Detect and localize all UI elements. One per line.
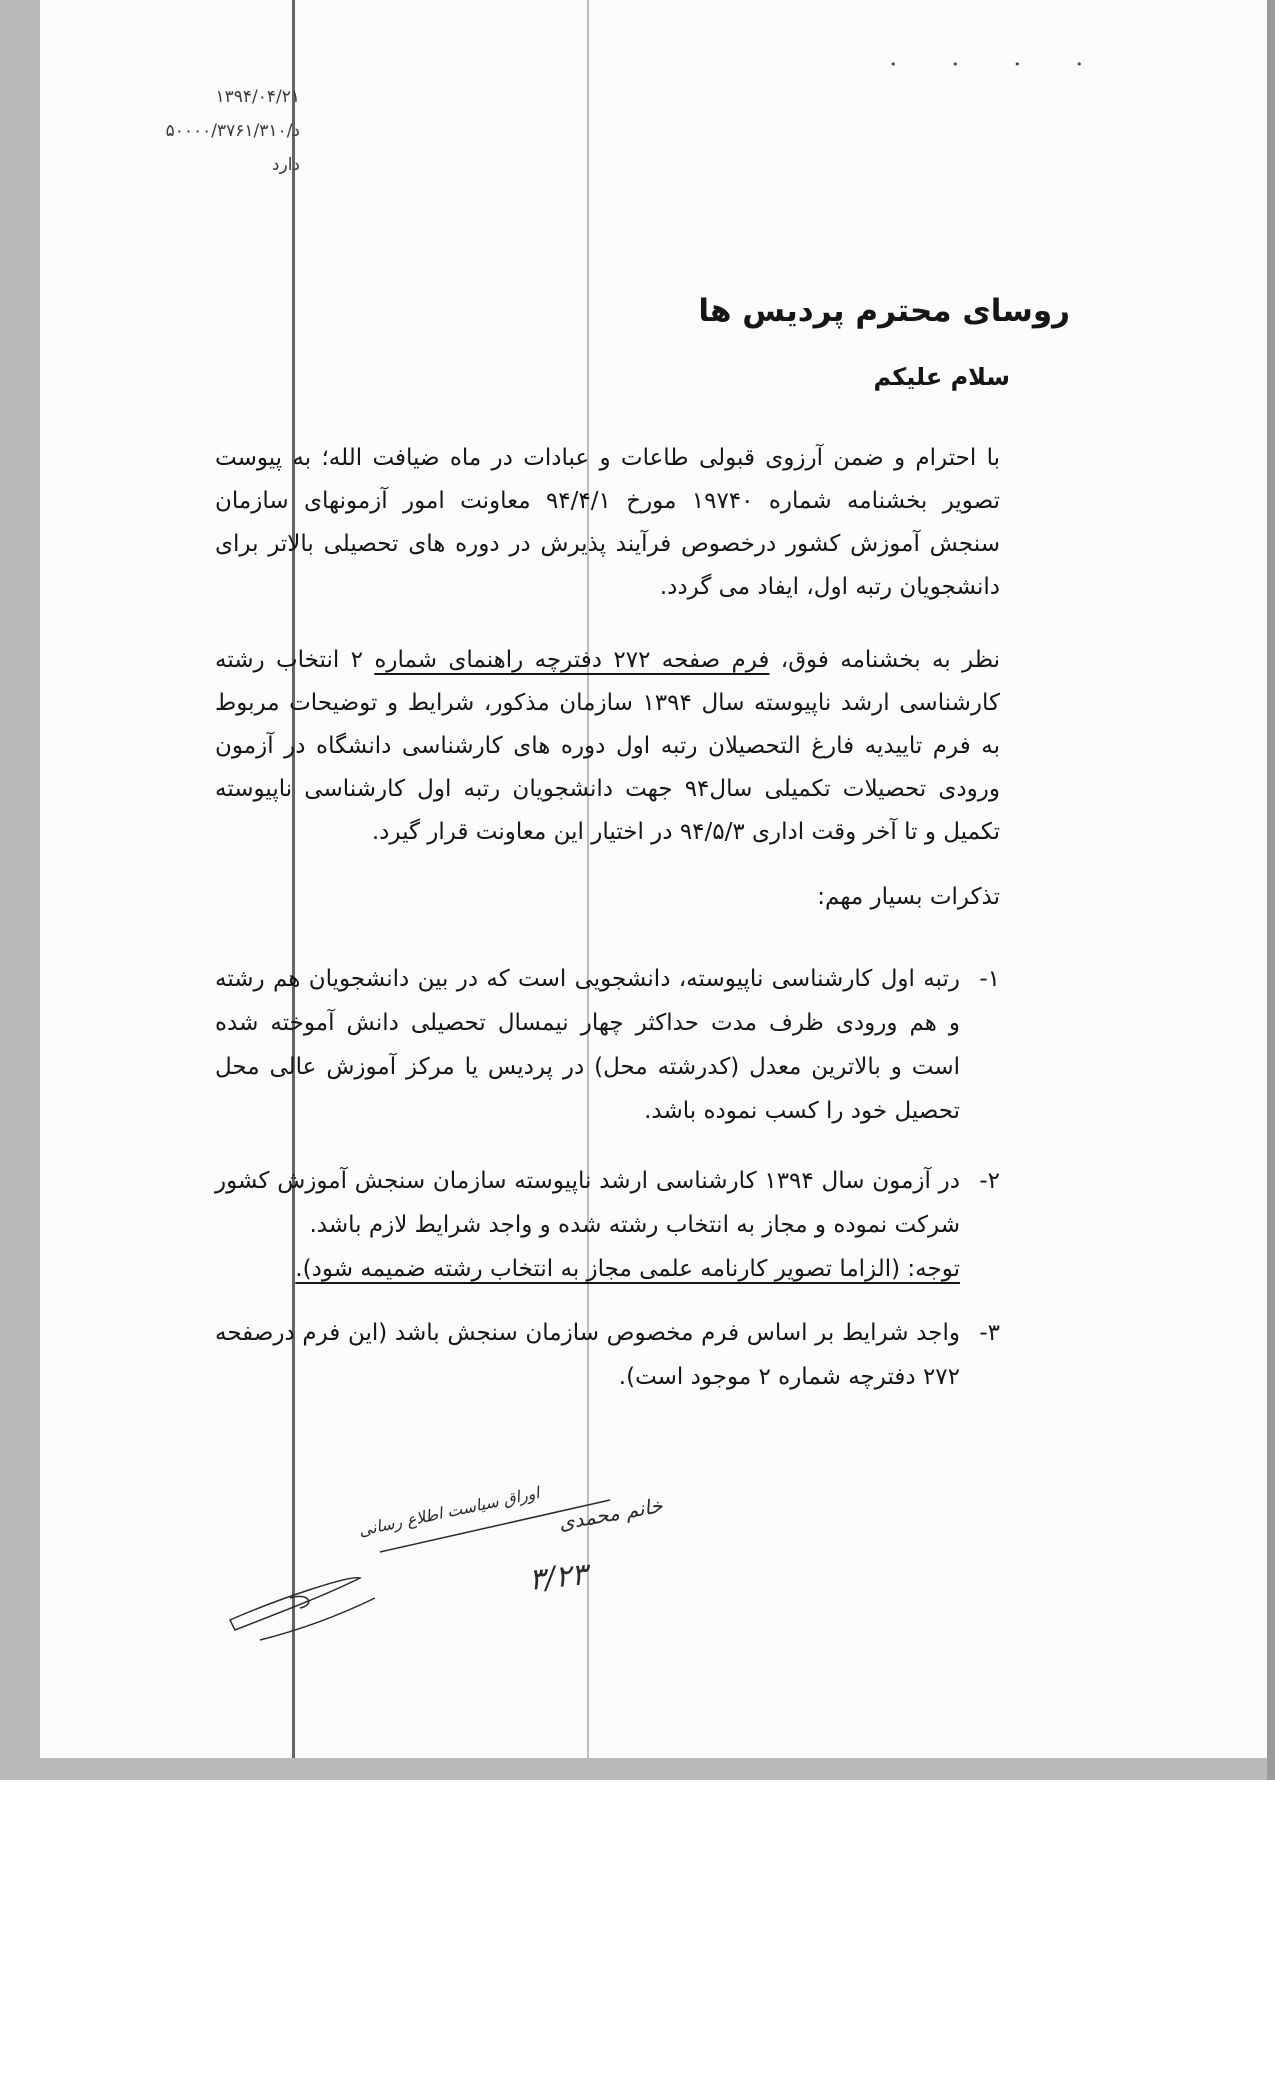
page-edge-shadow: [1267, 0, 1275, 1780]
note-item-attention: توجه: (الزاما تصویر کارنامه علمی مجاز به انتخاب رشته ضمیمه شود).: [295, 1256, 960, 1282]
handwritten-note-routing: اوراق سیاست اطلاع رسانی: [356, 1483, 542, 1540]
paragraph-intro: با احترام و ضمن آرزوی قبولی طاعات و عبادات در ماه ضیافت الله؛ به پیوست تصویر بخشنامه شماره ۱۹۷۴۰ مورخ ۹۴/۴/۱ معاونت امور آزمونهای سازمان سنجش آموزش کشور درخصوص فرآیند پذیرش در دوره های تحصیلی بالاتر برای دانشجویان رتبه اول، ایفاد می گردد.: [215, 445, 1001, 600]
handwritten-note-name: خانم محمدی: [556, 1493, 665, 1535]
greeting: سلام علیکم: [873, 363, 1010, 391]
letter-number: د/۵۰۰۰۰/۳۷۶۱/۳۱۰: [165, 121, 300, 141]
note-item-text: رتبه اول کارشناسی ناپیوسته، دانشجویی است که در بین دانشجویان هم رشته و هم ورودی ظرف مدت حداکثر چهار نیمسال تحصیلی دانش آموخته شده است و بالاترین معدل (کدرشته محل) در پردیس یا مرکز آموزش عالی محل تحصیل خود را کسب نموده باشد.: [215, 966, 960, 1124]
signature-mark: [230, 1578, 360, 1630]
letter-body: [215, 285, 1070, 1399]
letter-date: ۱۳۹۴/۰۴/۲۱: [215, 87, 300, 107]
paragraph-instructions: [215, 639, 1000, 854]
paragraph-instructions-end: ۲ انتخاب رشته کارشناسی ارشد ناپیوسته سال ۱۳۹۴ سازمان مذکور، شرایط و توضیحات مربوط به فرم تاییدیه فارغ التحصیلان رتبه اول دوره های کارشناسی دانشگاه در آزمون ورودی تحصیلات تکمیلی سال۹۴ جهت دانشجویان رتبه اول کارشناسی ناپیوسته تکمیل و تا آخر وقت اداری ۹۴/۵/۳ در اختیار این معاونت قرار گیرد.: [215, 647, 1000, 845]
signature-mark: [260, 1598, 375, 1640]
note-item-number: ۱-: [979, 966, 1000, 992]
note-item: [215, 1311, 1000, 1399]
note-item-number: ۲-: [979, 1168, 1000, 1194]
letter-attachment: دارد: [271, 155, 300, 175]
paragraph-instructions-underlined: فرم صفحه ۲۷۲ دفترچه راهنمای شماره: [374, 647, 770, 673]
paragraph-instructions-start: نظر به بخشنامه فوق،: [769, 647, 1001, 673]
addressee: روسای محترم پردیس ها: [698, 293, 1070, 329]
note-item: [215, 957, 1000, 1133]
notes-title: تذکرات بسیار مهم:: [817, 884, 1000, 910]
note-item-number: ۳-: [979, 1320, 1000, 1346]
handwritten-note-date: ۳/۲۳: [527, 1557, 589, 1598]
note-item-text: در آزمون سال ۱۳۹۴ کارشناسی ارشد ناپیوسته سازمان سنجش آموزش کشور شرکت نموده و مجاز به انتخاب رشته شده و واجد شرایط لازم باشد.: [215, 1168, 960, 1238]
scan-specks: • • • •: [890, 58, 1109, 71]
letter-header: [130, 80, 300, 182]
note-item: [215, 1159, 1000, 1291]
note-item-text: واجد شرایط بر اساس فرم مخصوص سازمان سنجش باشد (این فرم درصفحه ۲۷۲ دفترچه شماره ۲ موجود است).: [215, 1320, 960, 1390]
handwritten-annotation: [200, 1480, 665, 1650]
